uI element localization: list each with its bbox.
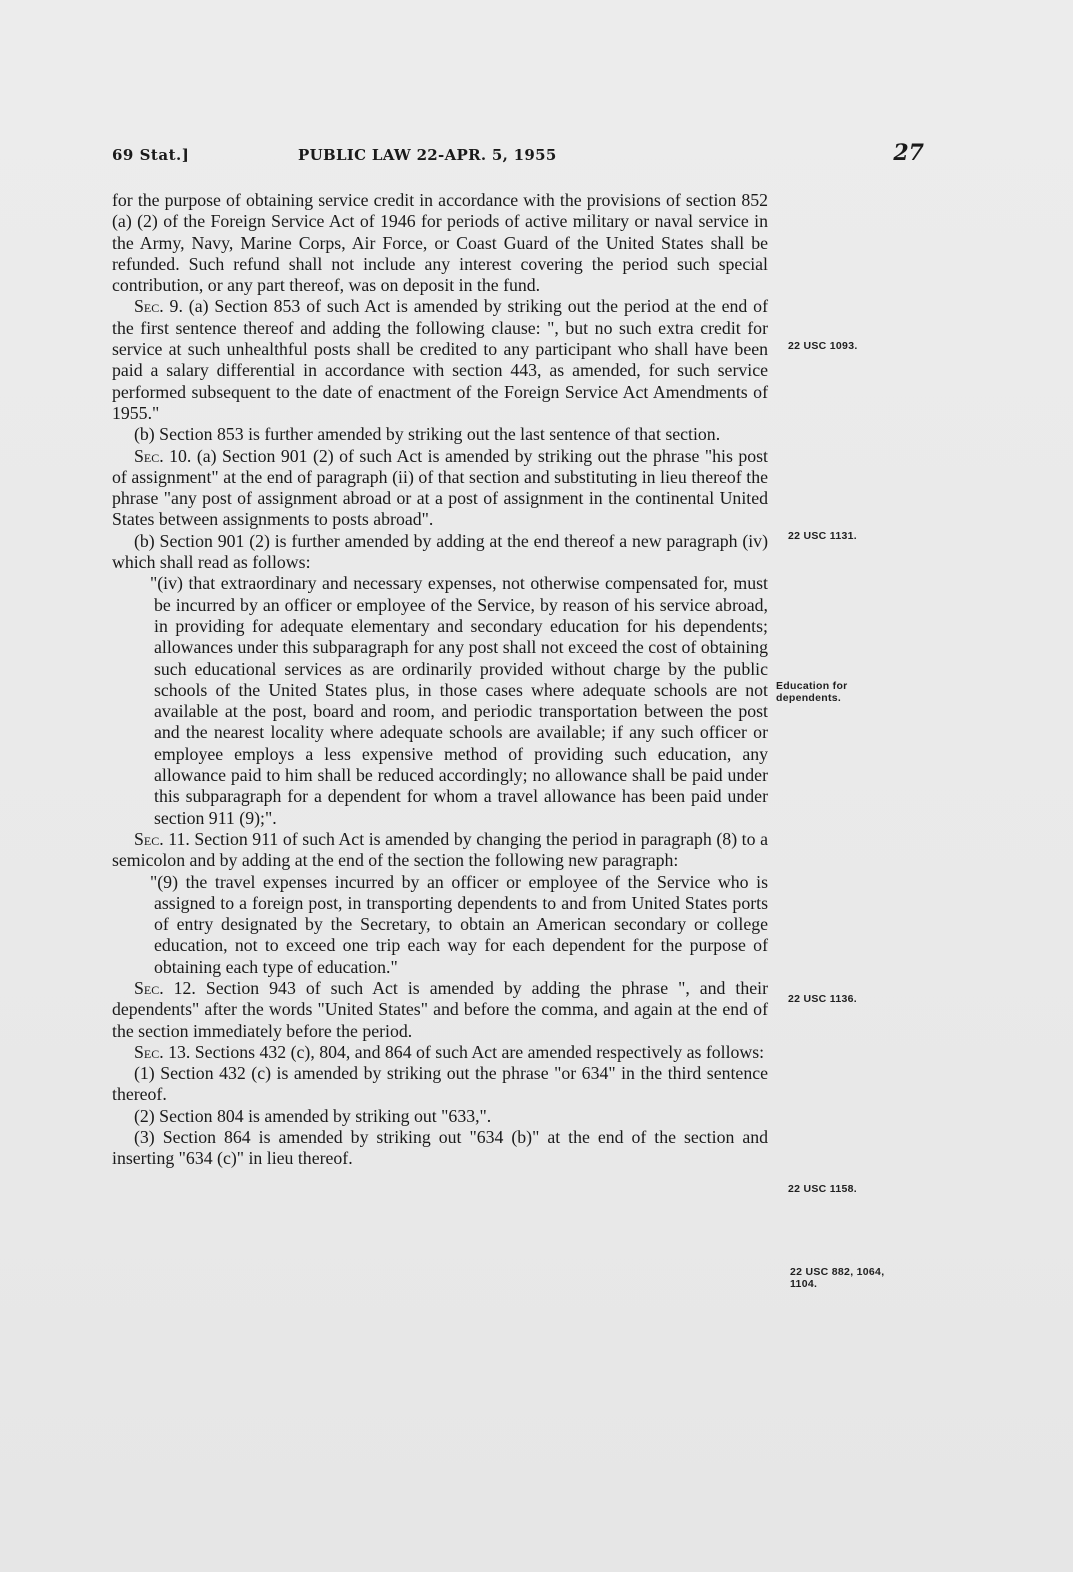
section-label: Sec. 10. <box>134 445 192 466</box>
paragraph-sec-10 <box>112 446 768 531</box>
margin-note-22usc1136: 22 USC 1136. <box>788 993 857 1005</box>
paragraph-text: (a) Section 853 of such Act is amended by striking out the period at the end of the first sentence thereof and adding the following clause: ", but no such extra credit for service at such unhealthful posts shall be credited to any participant who shall have been paid a salary differential in accordance with section 443, as amended, for such service performed subsequent to the date of enactment of the Foreign Service Act Amendments of 1955." <box>112 296 768 423</box>
paragraph-sec-13-2: (2) Section 804 is amended by striking out "633,". <box>134 1105 492 1126</box>
paragraph-sec-9-b: (b) Section 853 is further amended by striking out the last sentence of that section. <box>134 424 721 445</box>
quoted-paragraph-iv: "(iv) that extraordinary and necessary expenses, not otherwise compensated for, must be incurred by an officer or employee of the Service, by reason of his service abroad, in providing for adequate elementary and secondary education for his dependents; allowances under this subparagraph for any post shall not exceed the cost of obtaining such educational services as are ordinarily provided without charge by the public schools of the United States plus, in those cases where adequate schools are not available at the post, board and room, and periodic transportation between the post and the nearest locality where adequate schools are available; if any such officer or employee employs a less expensive method of providing such education, any allowance paid to him shall be reduced accordingly; no allowance shall be paid under this subparagraph for a dependent for whom a travel allowance has been paid under section 911 (9);". <box>150 573 768 828</box>
section-label: Sec. 9. <box>134 296 183 317</box>
paragraph-text: Section 911 of such Act is amended by changing the period in paragraph (8) to a semicolon and by adding at the end of the section the following new paragraph: <box>112 828 768 871</box>
paragraph-sec-11 <box>112 829 768 872</box>
margin-note-22usc882: 22 USC 882, 1064, 1104. <box>790 1266 885 1290</box>
body-text <box>112 190 768 1170</box>
section-label: Sec. 13. <box>134 1041 191 1062</box>
margin-note-22usc1093: 22 USC 1093. <box>788 340 858 352</box>
paragraph-sec-13 <box>112 1042 768 1063</box>
paragraph-text: Sections 432 (c), 804, and 864 of such Act are amended respectively as follows: <box>190 1041 765 1062</box>
margin-note-22usc1158: 22 USC 1158. <box>788 1183 857 1195</box>
page-header <box>112 140 924 170</box>
page-number: 27 <box>893 140 924 166</box>
statute-volume: 69 Stat.] <box>112 146 190 164</box>
running-title: PUBLIC LAW 22-APR. 5, 1955 <box>298 146 557 164</box>
paragraph-sec-9 <box>112 296 768 424</box>
margin-note-education: Education for dependents. <box>776 680 848 704</box>
paragraph-sec-13-1: (1) Section 432 (c) is amended by striking out the phrase "or 634" in the third sentence thereof. <box>112 1063 768 1105</box>
paragraph-sec-12 <box>112 978 768 1042</box>
margin-note-22usc1131: 22 USC 1131. <box>788 530 857 542</box>
paragraph-sec-10-b: (b) Section 901 (2) is further amended by adding at the end thereof a new paragraph (iv) which shall read as follows: <box>112 530 768 573</box>
paragraph-continuation: for the purpose of obtaining service credit in accordance with the provisions of section 852 (a) (2) of the Foreign Service Act of 1946 for periods of active military or naval service in the Army, Navy, Marine Corps, Air Force, or Coast Guard of the United States shall be refunded. Such refund shall not include any interest covering the period such special contribution, or any part thereof, was on deposit in the fund. <box>112 190 768 296</box>
section-label: Sec. 12. <box>134 977 196 998</box>
quoted-paragraph-9: "(9) the travel expenses incurred by an officer or employee of the Service who is assigned to a foreign post, in transporting dependents to and from United States ports of entry designated by the Secretary, to obtain an American secondary or college education, not to exceed one trip each way for each dependent for the purpose of obtaining each type of education." <box>150 871 768 977</box>
paragraph-text: (a) Section 901 (2) of such Act is amended by striking out the phrase "his post of assignment" at the end of paragraph (ii) of that section and substituting in lieu thereof the phrase "any post of assignment abroad or at a post of assignment in the continental United States between assignments to posts abroad". <box>112 445 768 530</box>
section-label: Sec. 11. <box>134 828 190 849</box>
paragraph-text: Section 943 of such Act is amended by adding the phrase ", and their dependents" after the words "United States" and before the comma, and again at the end of the section immediately before the period. <box>112 977 768 1041</box>
paragraph-sec-13-3: (3) Section 864 is amended by striking out "634 (b)" at the end of the section and inserting "634 (c)" in lieu thereof. <box>112 1127 768 1169</box>
